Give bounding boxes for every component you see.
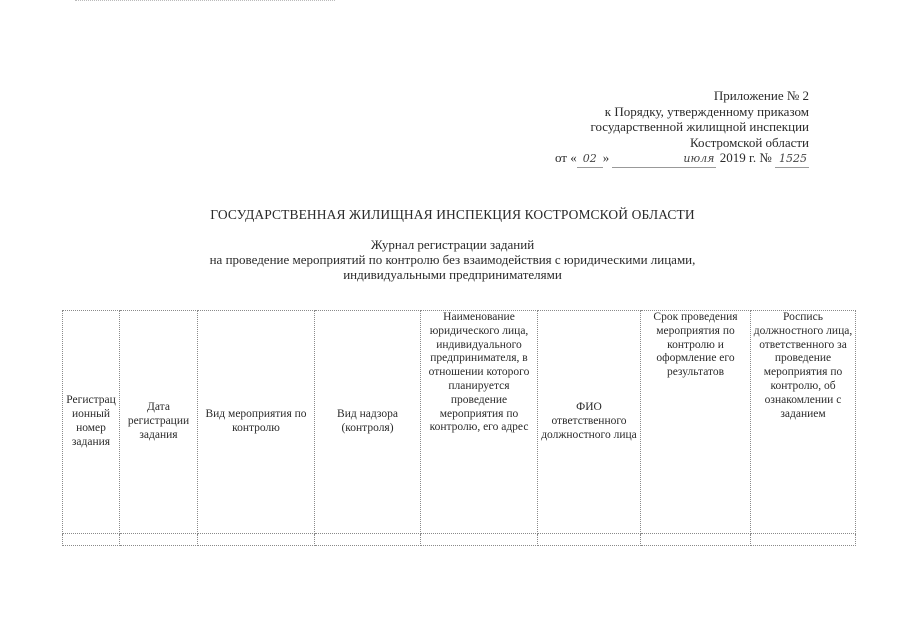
date-mid: » [602, 150, 610, 165]
header-event-type: Вид мероприятия по контролю [198, 311, 315, 534]
date-year: 2019 г. № [719, 150, 772, 165]
journal-title-line-1: Журнал регистрации заданий [370, 237, 535, 252]
table-cell [421, 534, 538, 546]
registration-table [62, 310, 856, 546]
journal-title-line-2: на проведение мероприятий по контролю без взаимодействия с юридическими лицами, [209, 252, 696, 267]
table-cell [63, 534, 120, 546]
table-cell [120, 534, 198, 546]
appendix-block [555, 88, 809, 168]
header-reg-number: Регистрационный номер задания [63, 311, 120, 534]
handwritten-month: июля [612, 151, 716, 168]
journal-title-line-3: индивидуальными предпринимателями [343, 267, 562, 282]
appendix-date-line [555, 150, 809, 168]
handwritten-day: 02 [577, 151, 603, 168]
organization-title: ГОСУДАРСТВЕННАЯ ЖИЛИЩНАЯ ИНСПЕКЦИЯ КОСТРОМСКОЙ ОБЛАСТИ [210, 207, 695, 222]
journal-title [0, 237, 905, 282]
appendix-number: Приложение № 2 [713, 88, 809, 103]
header-supervision-type: Вид надзора (контроля) [315, 311, 421, 534]
appendix-order-ref: к Порядку, утвержденному приказом [604, 103, 809, 119]
table-cell [641, 534, 751, 546]
header-responsible-name: ФИО ответственного должностного лица [538, 311, 641, 534]
header-entity-name: Наименование юридического лица, индивидуального предпринимателя, в отношении которого планируется проведение мероприятия по контролю, его адрес [421, 311, 538, 534]
appendix-region: Костромской области [689, 134, 809, 150]
table-cell [538, 534, 641, 546]
date-prefix: от « [554, 150, 577, 165]
table-row [63, 534, 856, 546]
table-cell [315, 534, 421, 546]
header-deadline: Срок проведения мероприятия по контролю и оформление его результатов [641, 311, 751, 534]
table-cell [751, 534, 856, 546]
handwritten-order-number: 1525 [775, 151, 809, 168]
table-header-row [63, 311, 856, 534]
header-reg-date: Дата регистрации задания [120, 311, 198, 534]
appendix-authority: государственной жилищной инспекции [590, 119, 809, 134]
scan-artifact [75, 0, 335, 3]
header-signature: Роспись должностного лица, ответственного за проведение мероприятия по контролю, об ознакомлении с заданием [751, 311, 856, 534]
table-cell [198, 534, 315, 546]
